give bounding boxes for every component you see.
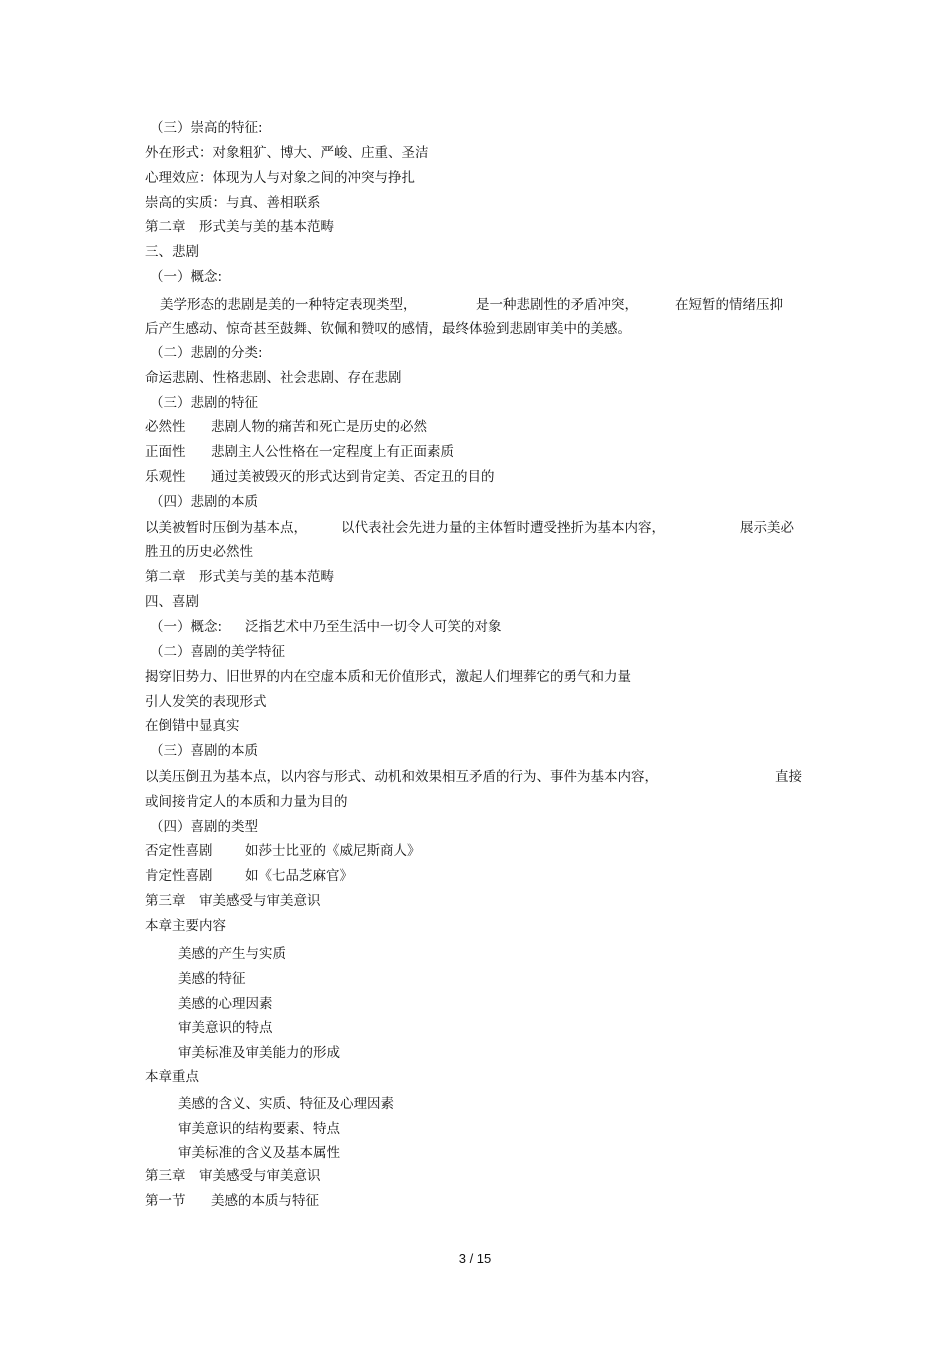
section-heading-comedy: 四、喜剧 [145, 594, 199, 610]
list-item: 美感的含义、实质、特征及心理因素 [178, 1096, 394, 1112]
list-item: 美感的产生与实质 [178, 946, 286, 962]
text-segment: 是一种悲剧性的矛盾冲突， [476, 297, 638, 313]
term-definition: 如《七品芝麻官》 [245, 868, 353, 884]
text-line: 命运悲剧、性格悲剧、社会悲剧、存在悲剧 [145, 370, 402, 386]
text-line: 在倒错中显真实 [145, 718, 240, 734]
subheading: （二）喜剧的美学特征 [150, 644, 285, 660]
text-segment: 美学形态的悲剧是美的一种特定表现类型， [160, 297, 417, 313]
text-line: 心理效应：体现为人与对象之间的冲突与挣扎 [145, 170, 415, 186]
term-definition: 通过美被毁灭的形式达到肯定美、否定丑的目的 [211, 469, 495, 485]
list-item: 审美意识的特点 [178, 1020, 273, 1036]
chapter-heading: 第三章 审美感受与审美意识 [145, 1168, 321, 1184]
subheading: （四）悲剧的本质 [150, 494, 258, 510]
term-label: 必然性 [145, 419, 186, 435]
section-title: 美感的本质与特征 [211, 1193, 319, 1209]
section-label: 第一节 [145, 1193, 186, 1209]
subheading: （四）喜剧的类型 [150, 819, 258, 835]
text-line: 引人发笑的表现形式 [145, 694, 267, 710]
list-heading: 本章重点 [145, 1069, 199, 1085]
chapter-heading: 第三章 审美感受与审美意识 [145, 893, 321, 909]
text-segment: 以美压倒丑为基本点，以内容与形式、动机和效果相互矛盾的行为、事件为基本内容， [145, 769, 658, 785]
text-segment: 以美被暂时压倒为基本点， [145, 520, 307, 536]
heading-sublime-features: （三）崇高的特征: [150, 120, 263, 136]
term-label: 肯定性喜剧 [145, 868, 213, 884]
chapter-heading: 第二章 形式美与美的基本范畴 [145, 219, 334, 235]
term-definition: 悲剧人物的痛苦和死亡是历史的必然 [211, 419, 427, 435]
list-item: 美感的心理因素 [178, 996, 273, 1012]
text-line: 揭穿旧势力、旧世界的内在空虚本质和无价值形式，激起人们埋葬它的勇气和力量 [145, 669, 631, 685]
term-label: 否定性喜剧 [145, 843, 213, 859]
text-segment: 直接 [775, 769, 802, 785]
page-number: 3 / 15 [458, 1251, 492, 1266]
term-label: 乐观性 [145, 469, 186, 485]
text-segment: 以代表社会先进力量的主体暂时遭受挫折为基本内容， [341, 520, 665, 536]
text-line: 后产生感动、惊奇甚至鼓舞、钦佩和赞叹的感情，最终体验到悲剧审美中的美感。 [145, 321, 631, 337]
list-heading: 本章主要内容 [145, 918, 226, 934]
text-segment: 展示美必 [740, 520, 794, 536]
term-label: 正面性 [145, 444, 186, 460]
subheading: （一）概念: [150, 269, 223, 285]
text-segment: 泛指艺术中乃至生活中一切令人可笑的对象 [245, 619, 502, 635]
subheading: （二）悲剧的分类: [150, 345, 263, 361]
section-heading-tragedy: 三、悲剧 [145, 244, 199, 260]
term-definition: 悲剧主人公性格在一定程度上有正面素质 [211, 444, 454, 460]
text-line: 崇高的实质：与真、善相联系 [145, 195, 321, 211]
text-line: 外在形式：对象粗犷、博大、严峻、庄重、圣洁 [145, 145, 429, 161]
term-definition: 如莎士比亚的《威尼斯商人》 [245, 843, 421, 859]
list-item: 审美意识的结构要素、特点 [178, 1121, 340, 1137]
list-item: 审美标准及审美能力的形成 [178, 1045, 340, 1061]
text-line: 或间接肯定人的本质和力量为目的 [145, 794, 348, 810]
subheading: （一）概念: [150, 619, 223, 635]
subheading: （三）悲剧的特征 [150, 395, 258, 411]
list-item: 审美标准的含义及基本属性 [178, 1145, 340, 1161]
text-segment: 在短暂的情绪压抑 [675, 297, 783, 313]
chapter-heading: 第二章 形式美与美的基本范畴 [145, 569, 334, 585]
text-line: 胜丑的历史必然性 [145, 544, 253, 560]
subheading: （三）喜剧的本质 [150, 743, 258, 759]
list-item: 美感的特征 [178, 971, 246, 987]
